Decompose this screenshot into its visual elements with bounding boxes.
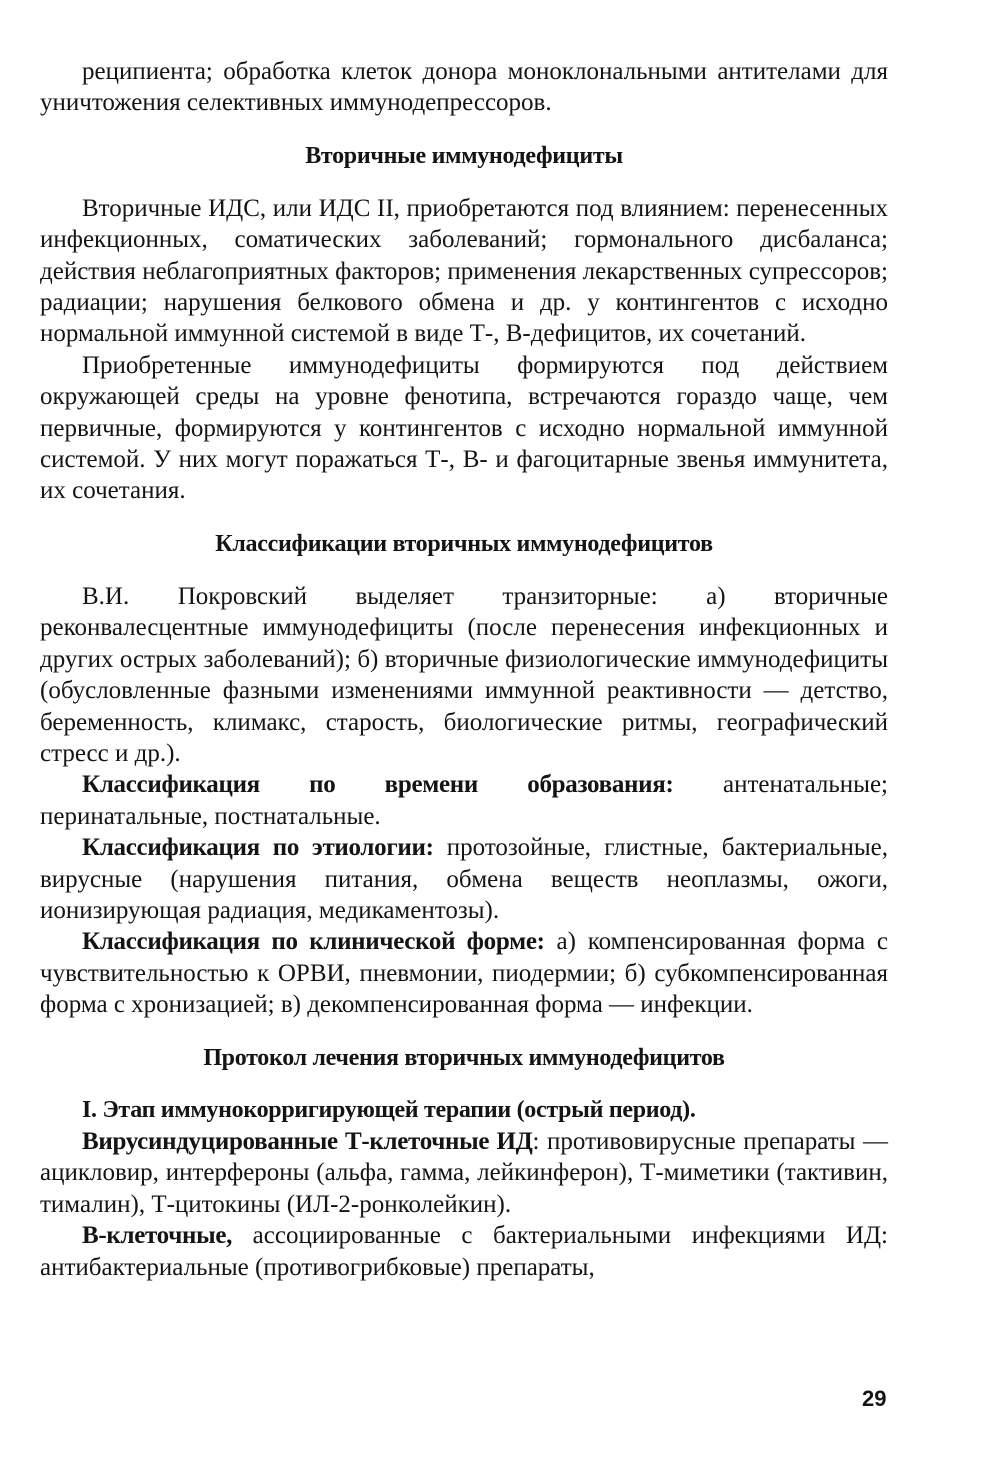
lead-by-clinical-form: Классификация по клинической форме:	[82, 928, 545, 956]
heading-treatment-protocol: Протокол лечения вторичных иммунодефицитов	[203, 1044, 725, 1071]
text-by-time: антенатальные; перинатальные, постнатальные.	[40, 771, 888, 830]
lead-b-cell: В-клеточные,	[82, 1222, 233, 1250]
paragraph-pokrovsky: В.И. Покровский выделяет транзиторные: а) вторичные реконвалесцентные иммунодефициты (после перенесения инфекционных и других острых заболеваний); б) вторичные физиологические иммунодефициты (обусловленные фазными изменениями иммунной реактивности — детство, беременность, климакс, старость, биологические ритмы, географический стресс и др.).	[40, 582, 888, 767]
heading-classifications: Классификации вторичных иммунодефицитов	[215, 530, 713, 557]
paragraph-classification-by-etiology	[40, 832, 888, 926]
stage-1-heading: I. Этап иммунокорригирующей терапии (острый период).	[82, 1096, 696, 1123]
paragraph-virus-induced	[40, 1126, 888, 1220]
page-number: 29	[862, 1386, 887, 1411]
text-b-cell: ассоциированные с бактериальными инфекциями ИД: антибактериальные (противогрибковые) препараты,	[40, 1222, 888, 1281]
text-by-etiology: протозойные, глистные, бактериальные, вирусные (нарушения питания, обмена веществ неоплазмы, ожоги, ионизирующая радиация, медикаментозы).	[40, 834, 888, 924]
text-by-clinical-form: а) компенсированная форма с чувствительностью к ОРВИ, пневмонии, пиодермии; б) субкомпенсированная форма с хронизацией; в) декомпенсированная форма — инфекции.	[40, 928, 888, 1019]
paragraph-acquired-immunodeficiencies: Приобретенные иммунодефициты формируются под действием окружающей среды на уровне фенотипа, встречаются гораздо чаще, чем первичные, формируются у контингентов с исходно нормальной иммунной системой. У них могут поражаться Т-, В- и фагоцитарные звенья иммунитета, их сочетания.	[40, 351, 888, 505]
intro-continuation-paragraph: реципиента; обработка клеток донора моноклональными антителами для уничтожения селективных иммунодепрессоров.	[40, 58, 888, 117]
paragraph-classification-by-time	[40, 769, 888, 832]
paragraph-secondary-ids: Вторичные ИДС, или ИДС II, приобретаются под влиянием: перенесенных инфекционных, соматических заболеваний; гормонального дисбаланса; действия неблагоприятных факторов; применения лекарственных супрессоров; радиации; нарушения белкового обмена и др. у контингентов с исходно нормальной иммунной системой в виде Т-, В-дефицитов, их сочетаний.	[40, 194, 888, 348]
lead-by-etiology: Классификация по этиологии:	[82, 834, 434, 862]
lead-virus-induced: Вирусиндуцированные Т-клеточные ИД	[82, 1127, 533, 1155]
heading-secondary-immunodeficiencies: Вторичные иммунодефициты	[305, 142, 623, 169]
paragraph-classification-by-clinical-form	[40, 926, 888, 1020]
paragraph-b-cell	[40, 1220, 888, 1283]
lead-by-time: Классификация по времени образования:	[82, 771, 674, 799]
text-virus-induced: : противовирусные препараты — ацикловир, интерфероны (альфа, гамма, лейкинферон), Т-миметики (тактивин, тималин), Т-цитокины (ИЛ-2-ронколейкин).	[40, 1127, 888, 1218]
